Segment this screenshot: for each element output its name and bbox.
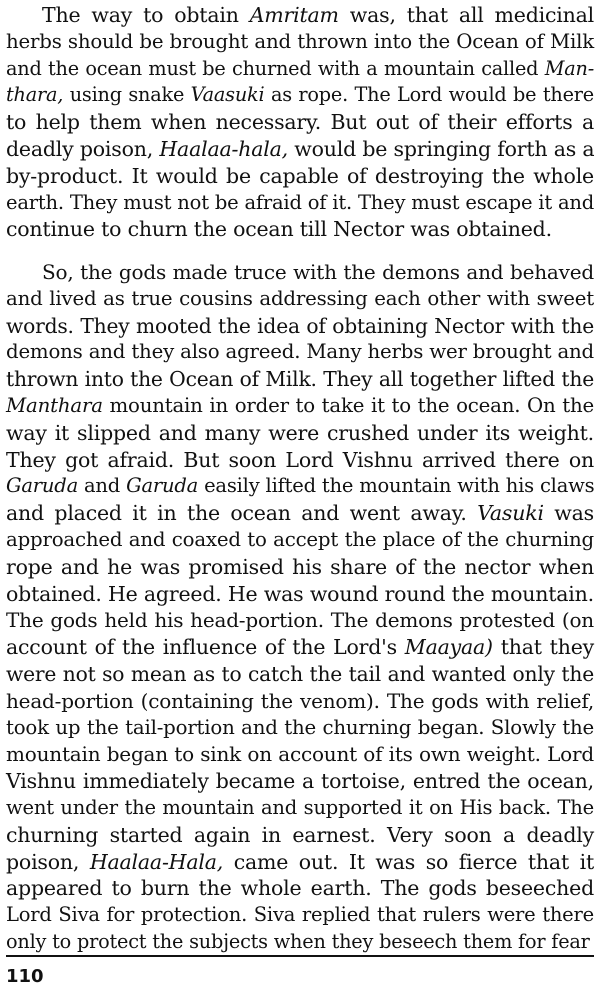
italic-term: Garuda [6, 474, 78, 498]
italic-term: Haalaa-hala, [159, 136, 288, 161]
text-line: churning started again in earnest. Very soon a deadly [6, 822, 594, 847]
text-line: appeared to burn the whole earth. The gods beseeched [6, 876, 594, 901]
text-line: The gods held his head-portion. The demons protested (on [6, 608, 594, 633]
text-line: rope and he was promised his share of the nector when [6, 554, 594, 579]
text-line: Manthara mountain in order to take it to the ocean. On the [6, 393, 594, 417]
text-line: poison, Haalaa-Hala, came out. It was so fierce that it [6, 849, 595, 874]
text-line: approached and coaxed to accept the place of the churning [6, 527, 594, 551]
paragraph [6, 259, 594, 956]
text-line: account of the influence of the Lord's Maayaa) that they [6, 635, 595, 660]
text-line: mountain began to sink on account of its own weight. Lord [6, 742, 594, 767]
italic-term: Man- [544, 56, 594, 80]
text-line: Vishnu immediately became a tortoise, entred the ocean, [6, 769, 594, 794]
text-line: thara, using snake Vaasuki as rope. The Lord would be there [6, 83, 594, 107]
text-line: thrown into the Ocean of Milk. They all together lifted the [6, 367, 594, 392]
italic-term: Haalaa-Hala, [89, 849, 224, 874]
text-line: to help them when necessary. But out of their efforts a [6, 110, 594, 135]
text-line: Garuda and Garuda easily lifted the mountain with his claws [6, 474, 595, 498]
italic-term: Garuda [126, 474, 199, 498]
text-line: and placed it in the ocean and went away. Vasuki was [6, 501, 594, 526]
text-line: by-product. It would be capable of destroying the whole [6, 163, 594, 188]
text-line: were not so mean as to catch the tail and wanted only the [6, 661, 594, 686]
text-line: Lord Siva for protection. Siva replied that rulers were there [6, 903, 594, 927]
text-line: and the ocean must be churned with a mountain called Man- [6, 56, 594, 80]
text-line: continue to churn the ocean till Nector was obtained. [6, 217, 552, 242]
text-line: herbs should be brought and thrown into the Ocean of Milk [6, 29, 594, 53]
page-number: 110 [6, 966, 44, 987]
italic-term: Vaasuki [190, 83, 265, 107]
italic-term: Amritam [249, 3, 339, 27]
text-line: went under the mountain and supported it on His back. The [6, 795, 594, 819]
text-line: and lived as true cousins addressing each other with sweet [6, 286, 594, 310]
italic-term: Manthara [6, 393, 103, 417]
italic-term: thara, [6, 83, 64, 107]
text-line: So, the gods made truce with the demons and behaved [42, 260, 594, 284]
text-line: head-portion (containing the venom). The gods with relief, [6, 688, 594, 713]
text-line: way it slipped and many were crushed under its weight. [6, 420, 594, 445]
text-line: words. They mooted the idea of obtaining Nector with the [6, 313, 594, 338]
text-line: demons and they also agreed. Many herbs wer brought and [6, 340, 594, 364]
text-line: The way to obtain Amritam was, that all medicinal [42, 3, 594, 27]
italic-term: Vasuki [477, 501, 544, 526]
paragraph [6, 2, 594, 243]
text-line: They got afraid. But soon Lord Vishnu arrived there on [6, 447, 594, 472]
footer-rule [6, 955, 594, 957]
italic-term: Maayaa) [404, 635, 493, 660]
text-line: earth. They must not be afraid of it. They must escape it and [6, 190, 595, 214]
text-line: deadly poison, Haalaa-hala, would be springing forth as a [6, 136, 595, 161]
text-line: only to protect the subjects when they beseech them for fear [6, 929, 590, 953]
text-line: obtained. He agreed. He was wound round the mountain. [6, 581, 594, 606]
text-line: took up the tail-portion and the churning began. Slowly the [6, 715, 594, 739]
